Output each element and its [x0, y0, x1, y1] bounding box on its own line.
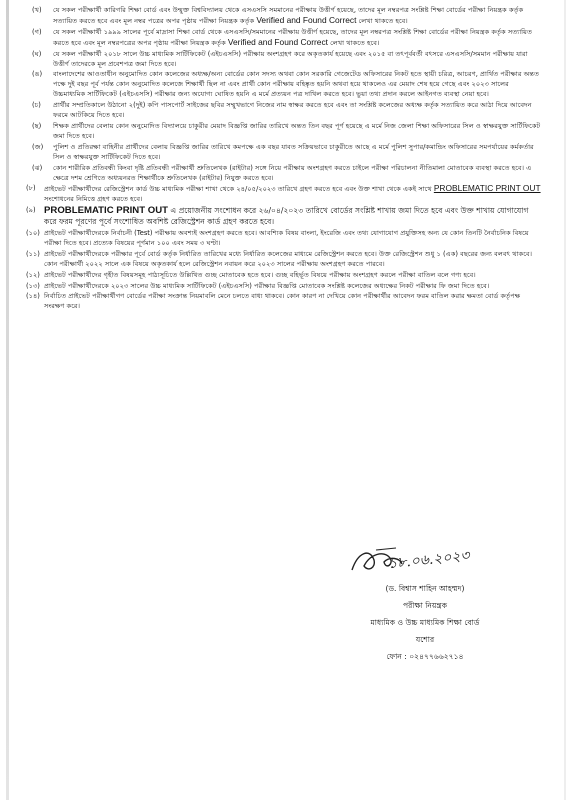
- signer-office: মাধ্যমিক ও উচ্চ মাধ্যমিক শিক্ষা বোর্ড: [370, 618, 480, 627]
- sub-item-text: [53, 70, 542, 100]
- text-run: যে সকল পরীক্ষার্থী কারিগরি শিক্ষা বোর্ড এবং উন্মুক্ত বিশ্ববিদ্যালয় থেকে এসএসসি সমমানের পরীক্ষায় উত্তীর্ণ হয়েছে, তাদের মূল নম্বরপত্র সংশ্লিষ্ট শিক্ষা বোর্ডের পরীক্ষা নিয়ন্ত্রক কর্তৃক সত্যায়িত করতে হবে এবং মূল নম্বর পত্রের অপর পৃষ্ঠায় পরীক্ষা নিয়ন্ত্রক কর্তৃক: [53, 6, 524, 25]
- sub-item: [22, 164, 542, 184]
- sub-item: [22, 122, 542, 142]
- text-run: সংশোধনের নিমিত্তে গ্রহণ করতে হবে।: [44, 195, 143, 204]
- text-run: শিক্ষক প্রার্থীদের বেলায় কোন অনুমোদিত বিদ্যালয়ে চাকুরীর মেয়াদ বিজ্ঞপ্তি জারির তারিখে অন্তত তিন বছর পূর্ণ হয়েছে এ মর্মে নিজ জেলা শিক্ষা অফিসারের সিল ও স্বাক্ষরযুক্ত সার্টিফিকেট জমা দিতে হবে।: [53, 121, 541, 140]
- text-run: প্রাইভেট পরীক্ষার্থীদেরকে ২০২৩ সালের উচ্চ মাধ্যমিক সার্টিফিকেট (এইচএসসি) পরীক্ষার বিজ্ঞপ্তি মোতাবেক সংশ্লিষ্ট কলেজের অধ্যক্ষের নিকট পরীক্ষার ফি জমা দিতে হবে।: [44, 281, 490, 290]
- sub-item-text: [53, 28, 542, 49]
- main-point: [22, 206, 542, 228]
- sub-item-marker: (চ): [32, 101, 41, 110]
- text-run: লেখা থাকতে হবে।: [356, 16, 408, 25]
- text-run: প্রাইভেট পরীক্ষার্থীদের রেজিস্ট্রেশন কার্ড উচ্চ মাধ্যমিক পরীক্ষা শাখা থেকে ২৪/০৫/২০২৩ তারিখে গ্রহণ করতে হবে এবং উক্ত শাখা থেকে একই সাথে: [44, 185, 434, 194]
- main-point-text: [44, 229, 542, 249]
- document-body: [22, 6, 542, 313]
- signer-phone: ফোন : ০২৪৭৭৬৬২৭১৪: [386, 652, 464, 661]
- sub-item-marker: (খ): [32, 6, 42, 14]
- main-point-marker: (১০): [26, 229, 40, 238]
- main-point-marker: (৮): [26, 184, 36, 193]
- text-run: পুলিশ ও প্রতিরক্ষা বাহিনীর প্রার্থীদের বেলায় বিজ্ঞপ্তি জারির তারিখে কমপক্ষে এক বছর যাবত সক্রিয়ভাবে চাকুরীতে আছে এ মর্মে পুলিশ সুপার/কমান্ডিং অফিসারের সমপর্যায়ের কর্মকর্তার সিল ও স্বাক্ষরযুক্ত সার্টিফিকেট দিতে হবে।: [53, 142, 534, 161]
- text-run: যে সকল পরীক্ষার্থী ২০১৮ সালে উচ্চ মাধ্যমিক সার্টিফিকেট (এইচএসসি) পরীক্ষায় অংশগ্রহণ করে অকৃতকার্য হয়েছে এবং ২০১৫ বা তৎপূর্ববর্তী বৎসরে এসএসসি/সমমান পরীক্ষায় যারা উত্তীর্ণ তাদেরকে মূল প্রবেশপত্র জমা দিতে হবে।: [53, 49, 528, 68]
- sub-item-marker: (ঙ): [32, 70, 43, 79]
- signer-city: যশোর: [415, 635, 435, 644]
- latin-phrase: Verified and Found Correct: [227, 36, 328, 47]
- main-point: [22, 250, 542, 270]
- sub-item-text: [53, 50, 542, 70]
- sub-item: [22, 101, 542, 121]
- text-run: বাংলাদেশের আওতাধীন অনুমোদিত কোন কলেজের অধ্যক্ষ/অন্য বোর্ডের কোন সদস্য অথবা কোন সরকারি গেজেটেড অফিসারের নিকট হতে স্থায়ী চরিত্র, আচরণ, প্রার্থিত পরীক্ষার অন্তত পক্ষে দুই বছর পূর্ব পর্যন্ত কোন অনুমোদিত কলেজে শিক্ষার্থী ছিল না এবং প্রার্থী কোন পরীক্ষায় বহিষ্কৃত হয়নি অথবা হয়ে থাকলেও এর মেয়াদ শেষ হয়ে গেছে এবং ২০২৩ সালের উচ্চমাধ্যমিক সার্টিফিকেট (এইচএসসি) পরীক্ষার জন্য অযোগ্য ঘোষিত হয়নি এ মর্মে প্রত্যয়ন পত্র দাখিল করতে হবে। ভুয়া তথ্য প্রদান করলে আইনগত ব্যবস্থা নেয়া হবে।: [53, 70, 540, 99]
- main-point: [22, 184, 542, 205]
- sub-item: [22, 50, 542, 70]
- sub-item: [22, 28, 542, 49]
- main-point: [22, 292, 542, 312]
- main-point-marker: (১৩): [26, 281, 40, 290]
- main-point: [22, 271, 542, 281]
- main-point-text: [44, 271, 542, 281]
- sub-item-marker: (জ): [32, 142, 44, 151]
- main-point-list: [22, 184, 542, 312]
- text-run: নির্বাচিত প্রাইভেট পরীক্ষার্থীগণ বোর্ডের পরীক্ষা সংক্রান্ত নিয়মাবলি মেনে চলতে বাধ্য থাকবে। কোন কারণ না দেখিয়ে কোন পরীক্ষার্থীর আবেদন ফরম বাতিল করার ক্ষমতা বোর্ড কর্তৃপক্ষ সংরক্ষণ করে।: [44, 292, 521, 311]
- main-point-text: [44, 292, 542, 312]
- signer-name: (ড. বিশ্বাস শাহিন আহম্মদ): [385, 584, 465, 593]
- main-point-text: [44, 250, 542, 270]
- main-point-text: [44, 206, 542, 228]
- main-point-marker: (১১): [26, 249, 40, 258]
- signature-date: ১৮.০৬.২০২৩: [387, 547, 471, 573]
- text-run: লেখা থাকতে হবে।: [327, 38, 380, 47]
- sub-item-text: [53, 101, 542, 121]
- text-run: কোন শারীরিক প্রতিবন্ধী কিংবা দৃষ্টি প্রতিবন্ধী পরীক্ষার্থী শ্রুতিলেখক (রাইটার) সঙ্গে নিয়ে পরীক্ষায় অংশগ্রহণ করতে চাইলে পরীক্ষা পরিচালনা নীতিমালা মোতাবেক ব্যবস্থা করতে হবে। এ ক্ষেত্রে দশম শ্রেণিতে অধ্যয়নরত শিক্ষার্থীকে শ্রুতিলেখক (রাইটার) নিযুক্ত করতে হবে।: [53, 163, 532, 182]
- main-point: [22, 229, 542, 249]
- text-run: এ প্রয়োজনীয় সংশোধন করে ২৬/০৪/২০২৩ তারিখে বোর্ডের সংশ্লিষ্ট শাখায় জমা দিতে হবে এবং উক্ত শাখায় যোগাযোগ করে ফরম পূরণের পূর্বে সংশোধিত অবশিষ্ট রেজিস্ট্রেশন কার্ড গ্রহণ করতে হবে।: [44, 206, 529, 227]
- main-point-marker: (১৪): [26, 292, 40, 301]
- sub-item: [22, 70, 542, 100]
- sub-item-text: [53, 143, 542, 163]
- text-run: প্রাইভেট পরীক্ষার্থীদের গৃহীত বিষয়সমূহ পাঠ্যসূচিতে উল্লিখিত গুচ্ছ মোতাবেক হতে হবে। গুচ্ছ বহির্ভূত বিষয়ে পরীক্ষায় অংশগ্রহণ করলে পরীক্ষা বাতিল বলে গণ্য হবে।: [44, 270, 476, 279]
- sub-item-list: [22, 6, 542, 183]
- sub-item-marker: (ঘ): [32, 49, 42, 58]
- main-point-marker: (৯): [26, 206, 36, 215]
- text-run: প্রাইভেট পরীক্ষার্থীদেরকে পরীক্ষার পূর্বে বোর্ড কর্তৃক নির্ধারিত তারিখের মধ্যে নির্ধারিত কলেজের মাধ্যমে রেজিস্ট্রেশন করতে হবে। উক্ত রেজিস্ট্রেশন শুধু ১ (এক) বছরের জন্য বলবৎ থাকবে। কোন পরীক্ষার্থী ২০২২ সালে এক বিষয়ে অকৃতকার্য হলে রেজিস্ট্রেশন নবায়ন করে ২০২৩ সালের পরীক্ষায় অংশগ্রহণ করতে পারবে।: [44, 249, 532, 268]
- latin-phrase: Verified and Found Correct: [256, 14, 357, 25]
- sub-item-text: [53, 164, 542, 184]
- main-point-marker: (১২): [26, 270, 40, 279]
- sub-item-marker: (গ): [32, 27, 42, 36]
- main-point-text: [44, 282, 542, 292]
- main-point-text: [44, 184, 542, 205]
- sub-item-marker: (ঝ): [32, 163, 43, 172]
- main-point: [22, 282, 542, 292]
- scan-edge-left: [6, 0, 9, 800]
- latin-phrase: PROBLEMATIC PRINT OUT: [44, 205, 169, 217]
- text-run: প্রার্থীর সম্প্রতিকালে উঠানো ২(দুই) কপি পাসপোর্ট সাইজের ছবির সম্মুখভাগে নিজের নাম স্বাক্ষর করতে হবে এবং তা সংশ্লিষ্ট কলেজের অধ্যক্ষ কর্তৃক সত্যায়িত করে আঠা দিয়ে আবেদন ফরমে আটকিয়ে দিতে হবে।: [53, 101, 532, 120]
- sub-item: [22, 143, 542, 163]
- signer-designation: পরীক্ষা নিয়ন্ত্রক: [402, 601, 448, 610]
- latin-phrase: PROBLEMATIC PRINT OUT: [433, 183, 541, 194]
- text-run: যে সকল পরীক্ষার্থী ১৯৯৯ সালের পূর্বে মাদ্রাসা শিক্ষা বোর্ড থেকে এসএসসি/সমমানের পরীক্ষায় উত্তীর্ণ হয়েছে, তাদের মূল নম্বরপত্র সংশ্লিষ্ট শিক্ষা বোর্ডের পরীক্ষা নিয়ন্ত্রক কর্তৃক সত্যায়িত করতে হবে এবং মূল নম্বরপত্রের অপর পৃষ্ঠায় পরীক্ষা নিয়ন্ত্রক কর্তৃক: [53, 27, 533, 47]
- sub-item-text: [53, 122, 542, 142]
- sub-item-text: [53, 6, 542, 27]
- text-run: প্রাইভেট পরীক্ষার্থীদেরকে নির্বাচনী (Test) পরীক্ষায় অবশ্যই অংশগ্রহণ করতে হবে। আবশ্যিক বিষয় বাংলা, ইংরেজি এবং তথ্য যোগাযোগ প্রযুক্তিসহ অন্য যে কোন তিনটি নৈর্বাচনিক বিষয়ে পরীক্ষা দিতে হবে। প্রত্যেক বিষয়ের পূর্ণমান ১০০ এবং সময় ৩ ঘণ্টা।: [44, 229, 529, 247]
- sub-item-marker: (ছ): [32, 121, 42, 130]
- sub-item: [22, 6, 542, 27]
